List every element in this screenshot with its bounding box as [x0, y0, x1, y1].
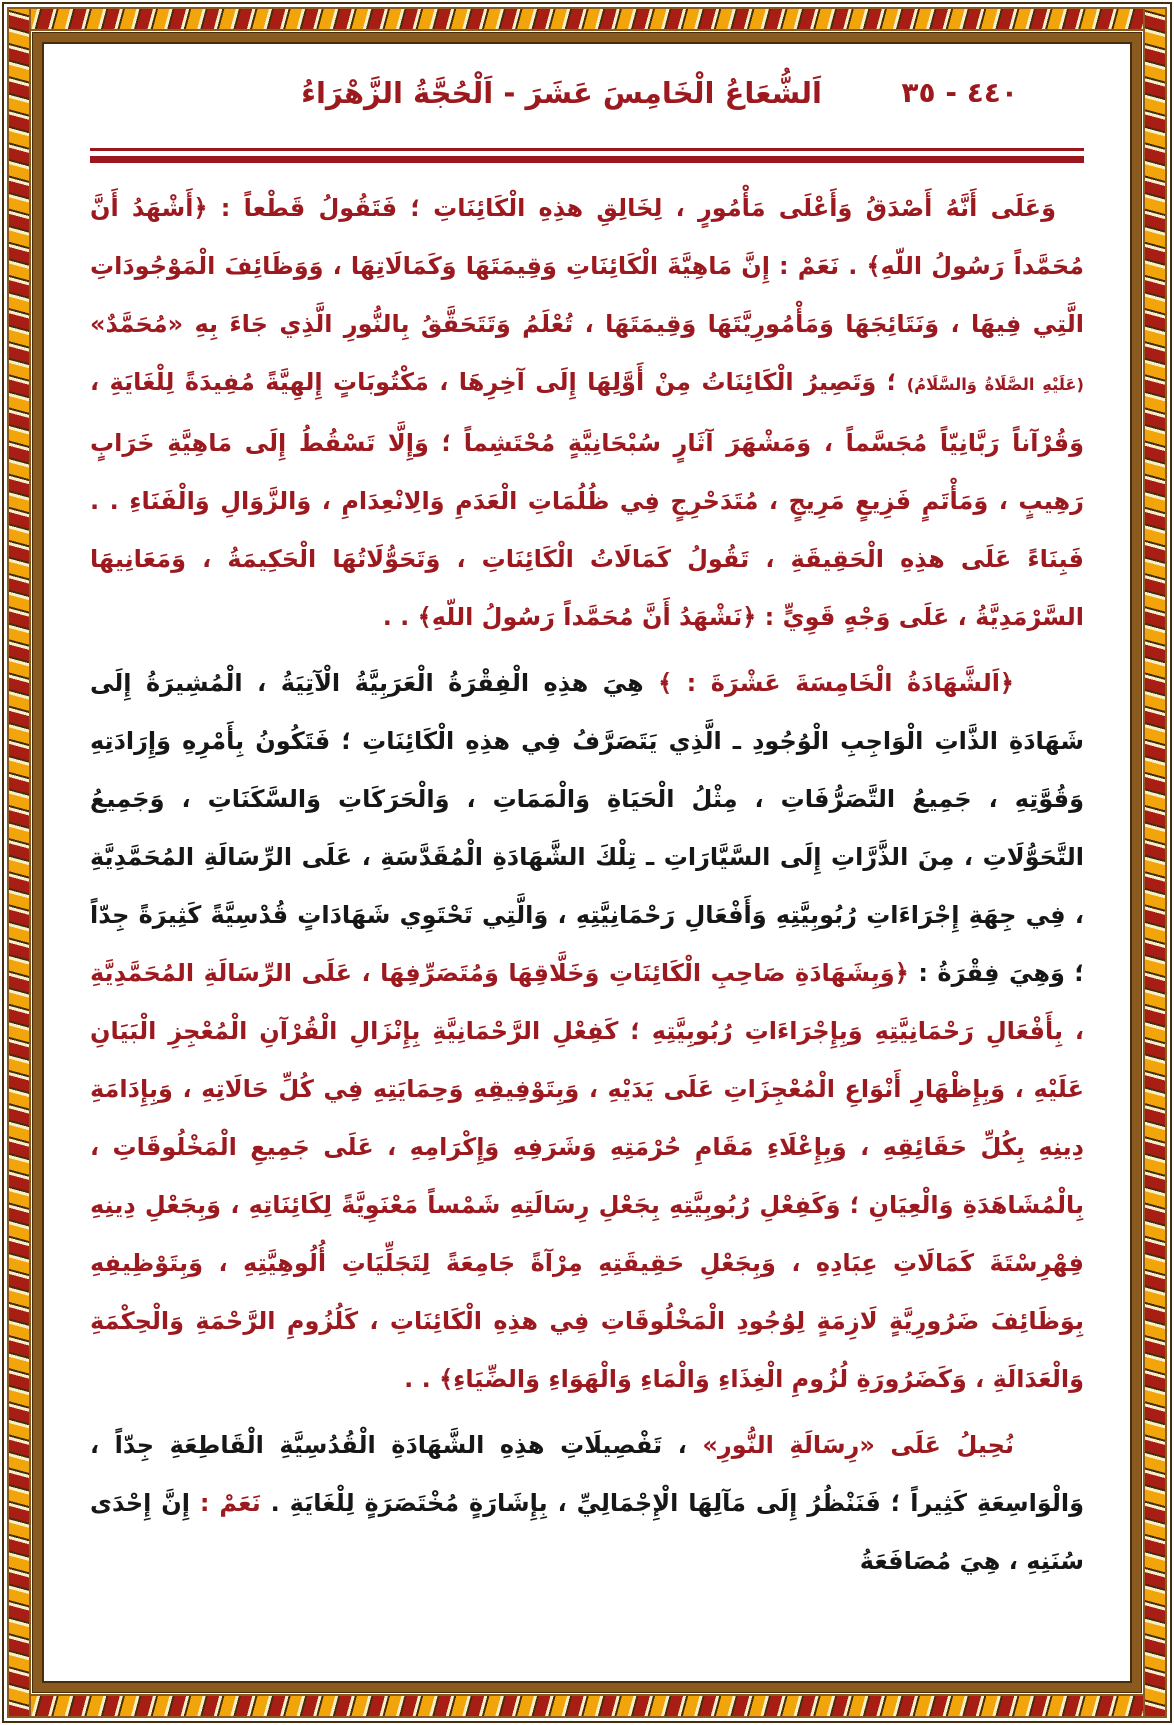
ornamental-border-top: [7, 7, 1167, 31]
opening-quote-paragraph: [90, 179, 1084, 646]
text-segment-red: نُحِيلُ عَلَى «رِسَالَةِ النُّورِ»: [686, 1431, 1014, 1459]
header-rule-thin: [90, 148, 1084, 151]
text-body: [90, 169, 1084, 1590]
fifteenth-testimony-paragraph: [90, 654, 1084, 1408]
header-rule-thick: [90, 156, 1084, 163]
text-segment-red: نَعَمْ :: [189, 1489, 261, 1517]
page-number: ٣٥ - ٤٤٠: [901, 76, 1018, 109]
page-content: [90, 60, 1084, 1667]
ornamental-border-right: [1143, 7, 1167, 1718]
text-segment-black: هِيَ هذِهِ الْفِقْرَةُ الْعَرَبِيَّةُ الْآتِيَةُ ، الْمُشِيرَةُ إِلَى شَهَادَةِ الذَّاتِ الْوَاجِبِ الْوُجُودِ ـ الَّذِي يَتَصَرَّفُ فِي هذِهِ الْكَائِنَاتِ ؛ فَتَكُونُ بِأَمْرِهِ وَإِرَادَتِهِ وَقُوَّتِهِ ، جَمِيعُ التَّصَرُّفَاتِ ، مِثْلُ الْحَيَاةِ وَالْمَمَاتِ ، وَالْحَرَكَاتِ وَالسَّكَنَاتِ ، وَجَمِيعُ التَّحَوُّلَاتِ ، مِنَ الذَّرَّاتِ إِلَى السَّيَّارَاتِ ـ تِلْكَ الشَّهَادَةِ الْمُقَدَّسَةِ ، عَلَى الرِّسَالَةِ المُحَمَّدِيَّةِ ، فِي جِهَةِ إِجْرَاءَاتِ رُبُوبِيَّتِهِ وَأَفْعَالِ رَحْمَانِيَّتِهِ ، وَالَّتِي تَحْتَوِي شَهَادَاتٍ قُدْسِيَّةً كَثِيرَةً جِدّاً ؛ وَهِيَ فِقْرَةُ :: [90, 669, 1084, 987]
page-header: [90, 60, 1084, 148]
text-segment-red: وَعَلَى أَنَّهُ أَصْدَقُ وَأَعْلَى مَأْمُورٍ ، لِخَالِقِ هذِهِ الْكَائِنَاتِ ؛ فَتَقُولُ قَطْعاً : ﴿أَشْهَدُ أَنَّ مُحَمَّداً رَسُولُ اللّهِ﴾ . نَعَمْ : إِنَّ مَاهِيَّةَ الْكَائِنَاتِ وَقِيمَتَهَا وَكَمَالَاتِهَا ، وَوَظَائِفَ الْمَوْجُودَاتِ الَّتِي فِيهَا ، وَنَتَائِجَهَا وَمَأْمُورِيَّتَهَا وَقِيمَتَهَا ، تُعْلَمُ وَتَتَحَقَّقُ بِالنُّورِ الَّذِي جَاءَ بِهِ «مُحَمَّدٌ»: [90, 194, 1084, 338]
text-segment-black: إِنَّ إِحْدَى سُنَنِهِ ، هِيَ مُصَافَعَةُ: [90, 1489, 1084, 1575]
text-segment-red: ؛ وَتَصِيرُ الْكَائِنَاتُ مِنْ أَوَّلِهَا إِلَى آخِرِهَا ، مَكْتُوبَاتٍ إِلهِيَّةً مُفِيدَةً لِلْغَايَةِ ، وَقُرْآناً رَبَّانِيّاً مُجَسَّماً ، وَمَشْهَرَ آثَارٍ سُبْحَانِيَّةٍ مُحْتَشِماً ؛ وَإِلَّا تَسْقُطُ إِلَى مَاهِيَّةِ خَرَابٍ رَهِيبٍ ، وَمَأْتَمٍ فَزِيعٍ مَرِيجٍ ، مُتَدَحْرِجٍ فِي ظُلُمَاتِ الْعَدَمِ وَالِانْعِدَامِ ، وَالزَّوَالِ وَالْفَنَاءِ . . فَبِنَاءً عَلَى هذِهِ الْحَقِيقَةِ ، تَقُولُ كَمَالَاتُ الْكَائِنَاتِ ، وَتَحَوُّلَاتُهَا الْحَكِيمَةُ ، وَمَعَانِيهَا السَّرْمَدِيَّةُ ، عَلَى وَجْهٍ قَوِيٍّ : ﴿نَشْهَدُ أَنَّ مُحَمَّداً رَسُولُ اللّهِ﴾ . .: [90, 368, 1084, 631]
ornamental-border-left: [7, 7, 31, 1718]
text-segment-black: ، تَفْصِيلَاتِ هذِهِ الشَّهَادَةِ الْقُدُسِيَّةِ الْقَاطِعَةِ جِدّاً ، وَالْوَاسِعَةِ كَثِيراً ؛ فَنَنْظُرُ إِلَى مَآلِهَا الْإِجْمَالِيِّ ، بِإِشَارَةٍ مُخْتَصَرَةٍ لِلْغَايَةِ .: [90, 1431, 1084, 1517]
page-title: اَلشُّعَاعُ الْخَامِسَ عَشَرَ - اَلْحُجَّةُ الزَّهْرَاءُ: [301, 76, 822, 110]
text-segment-red: ﴿اَلشَّهَادَةُ الْخَامِسَةَ عَشْرَةَ : ﴾: [643, 669, 1014, 697]
ornamental-border-bottom: [7, 1694, 1167, 1718]
closing-reference-paragraph: [90, 1416, 1084, 1590]
text-segment-red-small: (عَلَيْهِ الصَّلَاةُ وَالسَّلَامُ): [906, 375, 1084, 394]
text-segment-red: ﴿وَبِشَهَادَةِ صَاحِبِ الْكَائِنَاتِ وَخَلَّاقِهَا وَمُتَصَرِّفِهَا ، عَلَى الرِّسَالَةِ المُحَمَّدِيَّةِ ، بِأَفْعَالِ رَحْمَانِيَّتِهِ وَبِإِجْرَاءَاتِ رُبُوبِيَّتِهِ ؛ كَفِعْلِ الرَّحْمَانِيَّةِ بِإِنْزَالِ الْقُرْآنِ الْمُعْجِزِ الْبَيَانِ عَلَيْهِ ، وَبِإِظْهَارِ أَنْوَاعِ الْمُعْجِزَاتِ عَلَى يَدَيْهِ ، وَبِتَوْفِيقِهِ وَحِمَايَتِهِ فِي كُلِّ حَالَاتِهِ ، وَبِإِدَامَةِ دِينِهِ بِكُلِّ حَقَائِقِهِ ، وَبِإِعْلَاءِ مَقَامِ حُرْمَتِهِ وَشَرَفِهِ وَإِكْرَامِهِ ، عَلَى جَمِيعِ الْمَخْلُوقَاتِ ، بِالْمُشَاهَدَةِ وَالْعِيَانِ ؛ وَكَفِعْلِ رُبُوبِيَّتِهِ بِجَعْلِ رِسَالَتِهِ شَمْساً مَعْنَوِيَّةً لِكَائِنَاتِهِ ، وَبِجَعْلِ دِينِهِ فِهْرِسْتَةَ كَمَالَاتِ عِبَادِهِ ، وَبِجَعْلِ حَقِيقَتِهِ مِرْآةً جَامِعَةً لِتَجَلِّيَاتِ أُلُوهِيَّتِهِ ، وَبِتَوْظِيفِهِ بِوَظَائِفَ ضَرُورِيَّةٍ لَازِمَةٍ لِوُجُودِ الْمَخْلُوقَاتِ فِي هذِهِ الْكَائِنَاتِ ، كَلُزُومِ الرَّحْمَةِ وَالْحِكْمَةِ وَالْعَدَالَةِ ، وَكَضَرُورَةِ لُزُومِ الْغِذَاءِ وَالْمَاءِ وَالْهَوَاءِ وَالضِّيَاءِ﴾ . .: [90, 959, 1084, 1393]
